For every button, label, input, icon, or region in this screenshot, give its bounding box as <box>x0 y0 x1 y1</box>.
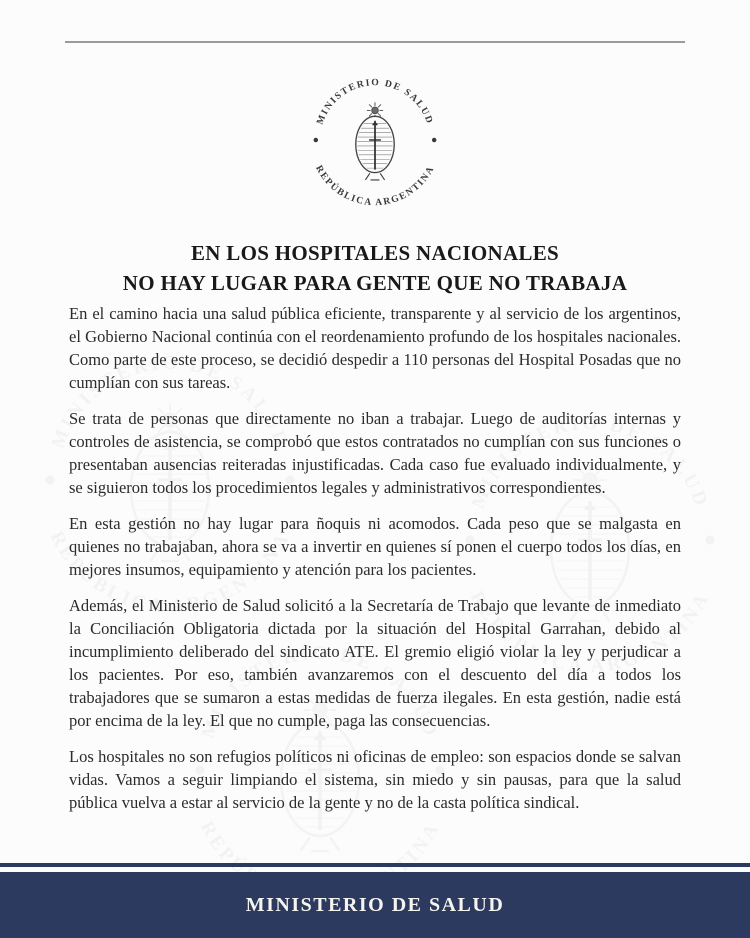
title-line-2: NO HAY LUGAR PARA GENTE QUE NO TRABAJA <box>122 271 628 295</box>
paragraph-3: En esta gestión no hay lugar para ñoquis ni acomodos. Cada peso que se malgasta en quienes no trabajaban, ahora se va a invertir en quienes sí ponen el cuerpo todos los días, en mejores insumos, equipamiento y atención para los pacientes. <box>69 514 681 579</box>
document-body <box>69 302 681 814</box>
paragraph-4: Además, el Ministerio de Salud solicitó a la Secretaría de Trabajo que levante de inmediato la Conciliación Obligatoria dictada por la situación del Hospital Garrahan, debido al incumplimiento deliberado del sindicato ATE. El gremio eligió violar la ley y perjudicar a los pacientes. Por eso, también avanzaremos con el descuento del día a todos los trabajadores que se sumaron a estas medidas de fuerza ilegales. En esta gestión, nadie está por encima de la ley. El que no cumple, paga las consecuencias. <box>69 596 681 730</box>
footer-ministry-label: MINISTERIO DE SALUD <box>245 893 505 916</box>
document-title <box>0 238 750 298</box>
title-line-1: EN LOS HOSPITALES NACIONALES <box>190 241 560 265</box>
paragraph-5: Los hospitales no son refugios políticos ni oficinas de empleo: son espacios donde se salvan vidas. Vamos a seguir limpiando el sistema, sin miedo y sin pausas, para que la salud pública vuelva a estar al servicio de la gente y no de la casta política sindical. <box>69 747 681 812</box>
seal-arc-top-text: MINISTERIO DE SALUD <box>314 77 436 127</box>
footer-divider <box>0 863 750 867</box>
seal-arc-bottom-text: REPÚBLICA ARGENTINA <box>313 163 437 209</box>
paragraph-2: Se trata de personas que directamente no iban a trabajar. Luego de auditorías internas y controles de asistencia, se comprobó que estos contratados no cumplían con sus funciones o presentaban ausencias reiteradas injustificadas. Cada caso fue evaluado individualmente, y se siguieron todos los procedimientos legales y administrativos correspondientes. <box>69 409 681 497</box>
svg-text:MINISTERIO DE SALUD <box>315 77 436 126</box>
paragraph-1: En el camino hacia una salud pública eficiente, transparente y al servicio de los argentinos, el Gobierno Nacional continúa con el reordenamiento profundo de los hospitales nacionales. Como parte de este proceso, se decidió despedir a 110 personas del Hospital Posadas que no cumplían con sus tareas. <box>69 304 681 392</box>
svg-text:REPÚBLICA ARGENTINA <box>313 164 437 209</box>
top-divider <box>65 41 685 43</box>
ministry-of-health-seal-icon <box>301 66 449 214</box>
footer-bar <box>0 872 750 938</box>
